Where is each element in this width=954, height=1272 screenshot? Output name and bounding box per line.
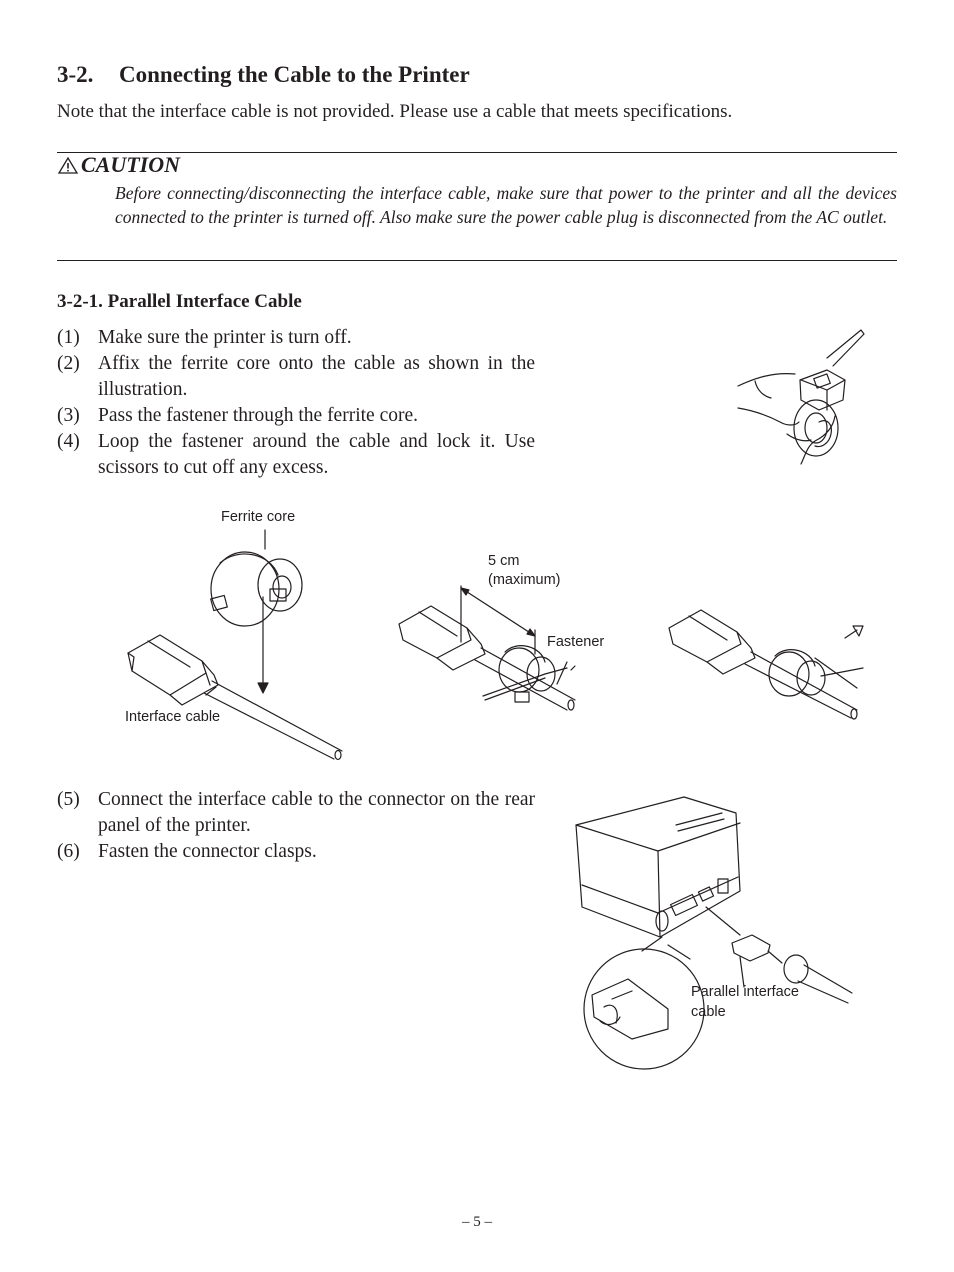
section-number: 3-2. (57, 62, 94, 87)
cable-leader-line (706, 907, 740, 935)
step-item (57, 787, 535, 839)
ferrite-affix-illustration (120, 525, 350, 760)
label-fastener: Fastener (547, 634, 605, 650)
hand-outline (738, 374, 795, 386)
label-parallel-interface-line1: Parallel interface (691, 984, 799, 1000)
subsection-title: 3-2-1. Parallel Interface Cable (57, 291, 302, 312)
label-distance-note: (maximum) (488, 572, 561, 588)
step-number: (1) (57, 327, 80, 348)
step-item (57, 429, 535, 481)
step-number: (5) (57, 789, 80, 810)
cut-excess-illustration (665, 600, 870, 720)
caution-bottom-rule (57, 260, 897, 261)
section-note: Note that the interface cable is not provided. Please use a cable that meets specifications. (57, 101, 733, 122)
connector-shape (399, 606, 471, 658)
page-number: – 5 – (462, 1214, 492, 1230)
caution-top-rule (57, 152, 897, 153)
label-parallel-interface-line2: cable (691, 1004, 726, 1020)
steps-list-b (57, 787, 535, 865)
step-item (57, 839, 535, 865)
fastener-illustration (395, 582, 595, 717)
caution-text: Before connecting/disconnecting the interface cable, make sure that power to the printer and all the devices connected to the printer is turned off. Also make sure the power cable plug is disconnected from the AC outlet. (115, 183, 897, 227)
section-heading (57, 62, 470, 88)
step-number: (4) (57, 431, 80, 452)
scissors-shape (815, 658, 863, 688)
printer-rear-illustration (572, 795, 857, 1063)
caution-title: CAUTION (81, 152, 181, 177)
step-text: Make sure the printer is turn off. (98, 327, 352, 348)
step-text: Loop the fastener around the cable and lock it. Use scissors to cut off any excess. (98, 431, 535, 478)
connector-shape (128, 635, 206, 695)
step-item (57, 325, 535, 351)
label-distance-value: 5 cm (488, 553, 520, 569)
ferrite-core-shape (499, 648, 539, 692)
step-text: Affix the ferrite core onto the cable as shown in the illustration. (98, 353, 535, 400)
detail-circle (584, 949, 704, 1069)
warning-triangle-icon (58, 157, 78, 174)
step-number: (6) (57, 841, 80, 862)
label-interface-cable: Interface cable (125, 709, 221, 725)
arrow-shape (845, 630, 857, 638)
fastener-leader-line (557, 662, 567, 684)
section-title: Connecting the Cable to the Printer (119, 62, 470, 87)
ferrite-core-shape (769, 652, 809, 696)
step-number: (3) (57, 405, 80, 426)
connector-shape (669, 610, 741, 662)
step-item (57, 403, 535, 429)
step-text: Connect the interface cable to the connector on the rear panel of the printer. (98, 789, 535, 836)
steps-list-a (57, 325, 535, 481)
step-item (57, 351, 535, 403)
hand-ferrite-illustration (735, 326, 865, 466)
screwdriver-shape (827, 330, 864, 366)
step-text: Pass the fastener through the ferrite core. (98, 405, 418, 426)
caution-heading (58, 152, 180, 178)
label-ferrite-core: Ferrite core (221, 509, 296, 525)
step-text: Fasten the connector clasps. (98, 841, 317, 862)
step-number: (2) (57, 353, 80, 374)
